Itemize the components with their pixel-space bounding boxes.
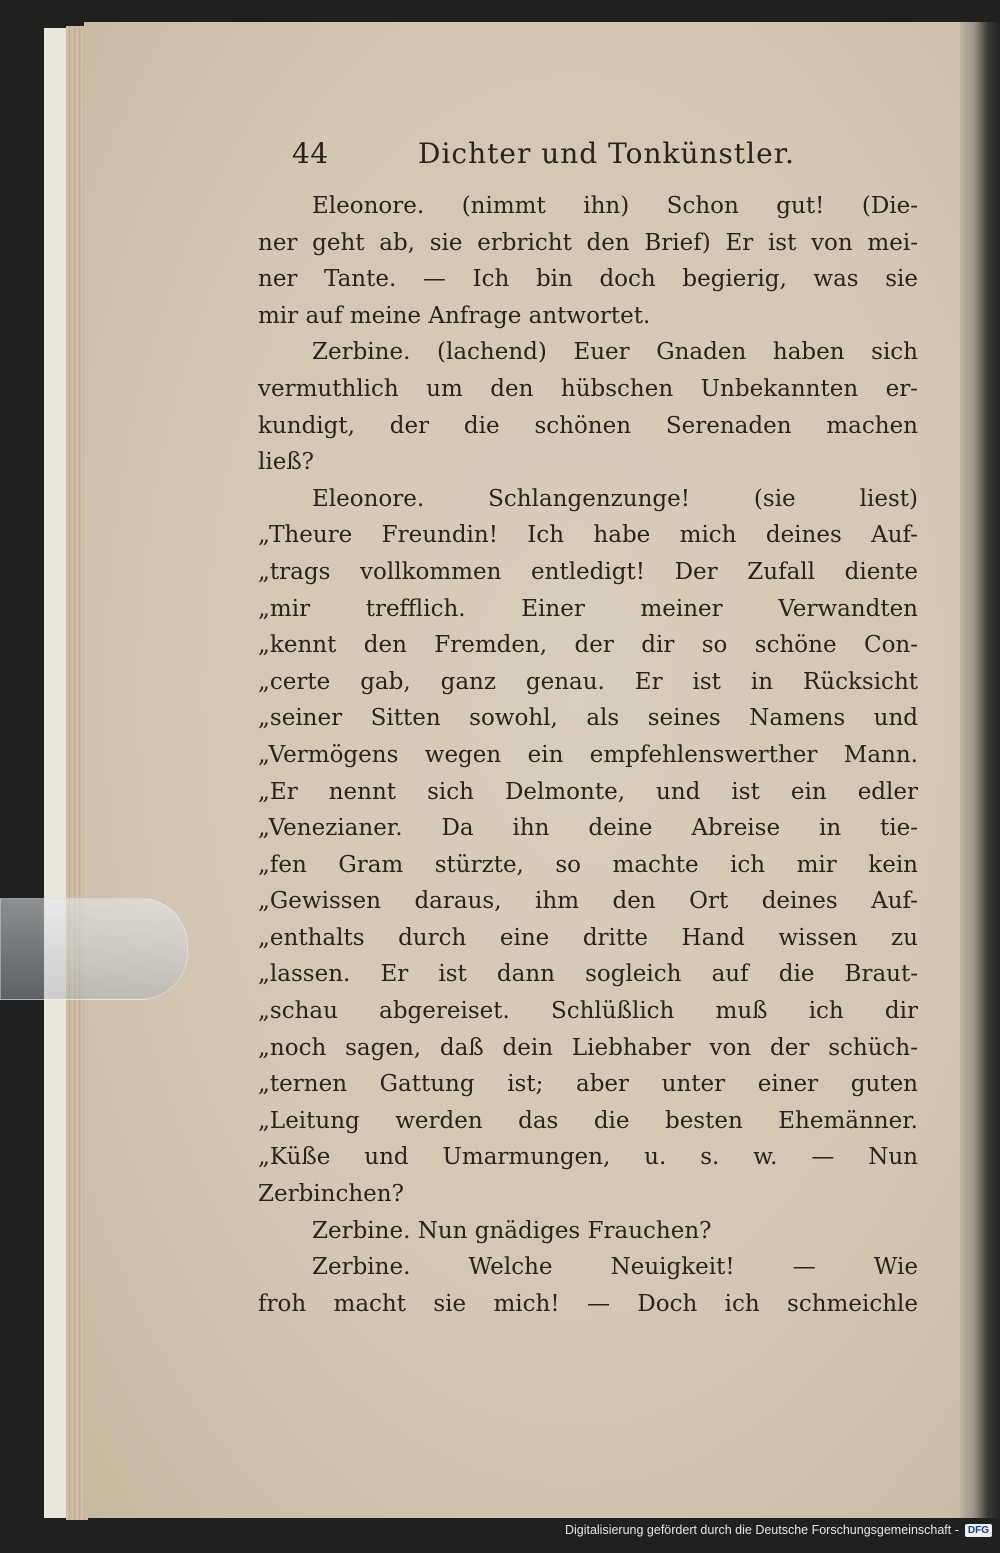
glass-page-holder: [0, 898, 188, 1000]
text-line: „Er nennt sich Delmonte, und ist ein edler: [258, 778, 918, 805]
book-gutter: [960, 22, 1000, 1518]
text-line: Eleonore. (nimmt ihn) Schon gut! (Die-: [312, 193, 918, 219]
text-line: „ternen Gattung ist; aber unter einer guten: [258, 1071, 918, 1098]
credit-text: Digitalisierung gefördert durch die Deutsche Forschungsgemeinschaft -: [564, 1523, 959, 1537]
text-line: mir auf meine Anfrage antwortet.: [258, 302, 651, 329]
text-line: froh macht sie mich! — Doch ich schmeichle: [258, 1290, 918, 1317]
text-line: Zerbine. (lachend) Euer Gnaden haben sich: [312, 339, 918, 366]
text-line: „Leitung werden das die besten Ehemänner.: [258, 1107, 918, 1134]
text-line: vermuthlich um den hübschen Unbekannten er-: [258, 375, 918, 402]
text-line: ner geht ab, sie erbricht den Brief) Er ist von mei-: [258, 229, 918, 256]
text-line: Eleonore. Schlangenzunge! (sie liest): [312, 485, 918, 512]
dfg-logo: DFG: [965, 1524, 992, 1537]
text-line: „Theure Freundin! Ich habe mich deines Auf-: [258, 522, 918, 549]
text-line: „certe gab, ganz genau. Er ist in Rücksicht: [258, 668, 918, 695]
text-line: „trags vollkommen entledigt! Der Zufall diente: [258, 558, 918, 585]
text-line: „lassen. Er ist dann sogleich auf die Braut-: [258, 961, 918, 988]
text-line: ließ?: [258, 449, 315, 476]
text-line: Zerbine. Welche Neuigkeit! — Wie: [312, 1254, 918, 1281]
text-line: „mir trefflich. Einer meiner Verwandten: [258, 595, 918, 622]
body-lines: [258, 188, 918, 1322]
digitization-credit: [565, 1519, 992, 1541]
text-line: „kennt den Fremden, der dir so schöne Con-: [258, 632, 918, 659]
text-line: „Küße und Umarmungen, u. s. w. — Nun: [258, 1144, 918, 1171]
text-line: „seiner Sitten sowohl, als seines Namens und: [258, 705, 918, 732]
text-line: „schau abgereiset. Schlüßlich muß ich dir: [258, 998, 918, 1025]
page-header: [258, 136, 918, 188]
text-line: „Gewissen daraus, ihm den Ort deines Auf-: [258, 888, 918, 915]
text-line: „enthalts durch eine dritte Hand wissen zu: [258, 924, 918, 951]
text-line: ner Tante. — Ich bin doch begierig, was sie: [258, 266, 918, 293]
text-line: Zerbinchen?: [258, 1181, 404, 1208]
text-line: „fen Gram stürzte, so machte ich mir kein: [258, 851, 918, 878]
text-line: „noch sagen, daß dein Liebhaber von der schüch-: [258, 1034, 918, 1061]
text-line: „Venezianer. Da ihn deine Abreise in tie-: [258, 815, 918, 842]
page-text: [258, 136, 918, 1322]
text-line: kundigt, der die schönen Serenaden machen: [258, 412, 918, 439]
page-number: 44: [292, 137, 329, 170]
text-line: Zerbine. Nun gnädiges Frauchen?: [312, 1217, 712, 1244]
running-title: Dichter und Tonkünstler.: [418, 137, 795, 170]
text-line: „Vermögens wegen ein empfehlenswerther Mann.: [258, 741, 918, 768]
